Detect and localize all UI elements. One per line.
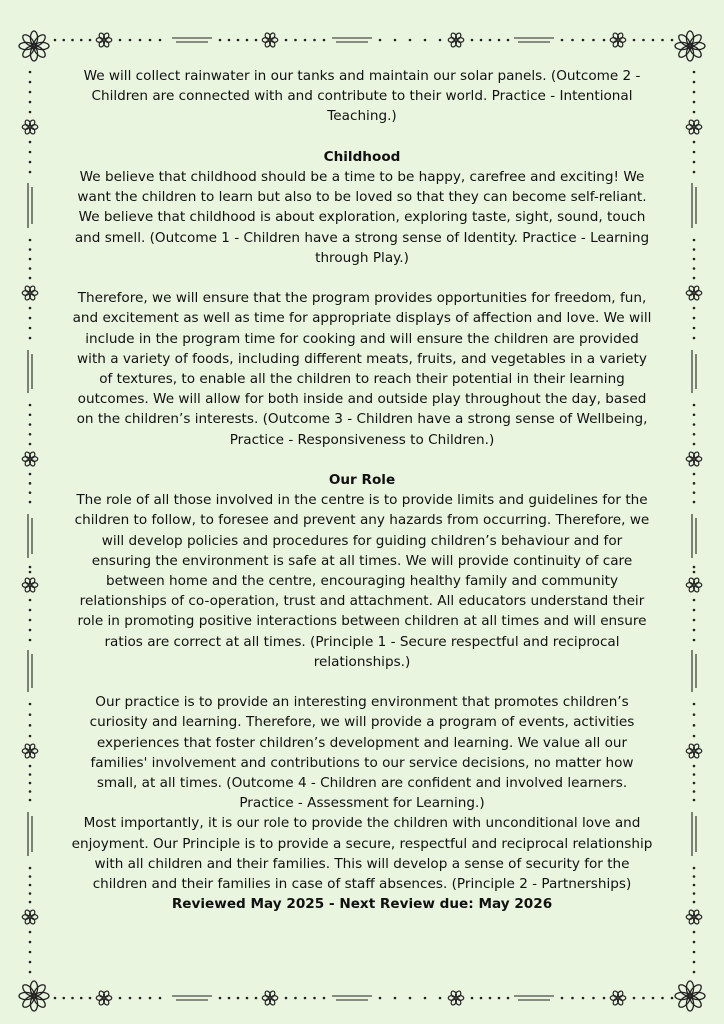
dot-icon	[480, 39, 483, 42]
dot-icon	[159, 997, 162, 1000]
dot-icon	[29, 790, 32, 793]
dot-icon	[29, 501, 32, 504]
dot-icon	[29, 404, 32, 407]
flower-icon	[686, 119, 702, 135]
dot-icon	[693, 248, 696, 251]
dot-icon	[246, 39, 249, 42]
dot-icon	[471, 39, 474, 42]
dot-icon	[693, 501, 696, 504]
dot-icon	[29, 875, 32, 878]
our-role-paragraph-3: Most importantly, it is our role to provide the children with unconditional love and enjoyment. Our Principle is to provide a secure, respectful and reciprocal relationship with all children and their families. This will develop a sense of security for the children and their families in case of staff absences. (Principle 2 - Partnerships)	[71, 815, 653, 893]
dot-icon	[693, 619, 696, 622]
dot-icon	[285, 997, 288, 1000]
childhood-heading: Childhood	[323, 148, 401, 165]
dot-icon	[693, 735, 696, 738]
dot-icon	[379, 997, 382, 1000]
dot-icon	[29, 141, 32, 144]
dot-icon	[29, 867, 32, 870]
dot-icon	[439, 39, 442, 42]
dot-icon	[129, 39, 132, 42]
dot-icon	[29, 248, 32, 251]
dot-icon	[323, 39, 326, 42]
dot-icon	[29, 413, 32, 416]
dot-icon	[693, 473, 696, 476]
flower-icon	[610, 990, 626, 1006]
dot-icon	[29, 81, 32, 84]
dot-icon	[592, 997, 595, 1000]
dot-icon	[29, 307, 32, 310]
dot-icon	[571, 39, 574, 42]
dot-icon	[582, 39, 585, 42]
dot-icon	[693, 724, 696, 727]
dot-icon	[489, 39, 492, 42]
dot-icon	[237, 39, 240, 42]
dot-icon	[255, 39, 258, 42]
flower-icon	[22, 285, 38, 301]
dot-icon	[29, 171, 32, 174]
dot-icon	[29, 773, 32, 776]
dot-icon	[29, 317, 32, 320]
dot-icon	[693, 884, 696, 887]
dot-icon	[237, 997, 240, 1000]
dot-icon	[29, 327, 32, 330]
our-role-paragraph-1: The role of all those involved in the centre is to provide limits and guidelines for the children to follow, to foresee and prevent any hazards from occurring. Therefore, we will develop policies and procedures for guiding children’s behaviour and for ensuring the environment is safe at all times. We will provide continuity of care between home and the centre, encouraging healthy family and community relationships of co-operation, trust and attachment. All educators understand their role in promoting positive interactions between children at all times and will ensure ratios are correct at all times. (Principle 1 - Secure respectful and reciprocal relationships.)	[74, 492, 650, 670]
dot-icon	[693, 773, 696, 776]
dot-icon	[394, 39, 397, 42]
dot-icon	[80, 997, 83, 1000]
dot-icon	[661, 997, 664, 1000]
dot-icon	[29, 91, 32, 94]
dot-icon	[80, 39, 83, 42]
flower-icon	[448, 32, 464, 48]
our-role-paragraph-2: Our practice is to provide an interesting environment that promotes children’s curiosity and learning. Therefore, we will provide a program of events, activities experiences that foster children’s development and learning. We value all our families' involvement and contributions to our service decisions, no matter how small, at all times. (Outcome 4 - Children are confident and involved learners. Practice - Assessment for Learning.)	[89, 694, 635, 812]
dot-icon	[592, 39, 595, 42]
dot-icon	[313, 997, 316, 1000]
dot-icon	[693, 941, 696, 944]
dot-icon	[693, 404, 696, 407]
dot-icon	[671, 39, 674, 42]
dot-icon	[29, 951, 32, 954]
dot-icon	[294, 39, 297, 42]
flower-icon	[686, 743, 702, 759]
dot-icon	[693, 239, 696, 242]
dot-icon	[498, 39, 501, 42]
dot-icon	[29, 101, 32, 104]
dot-icon	[693, 790, 696, 793]
dot-icon	[228, 997, 231, 1000]
dot-icon	[693, 782, 696, 785]
dot-icon	[693, 337, 696, 340]
dot-icon	[489, 997, 492, 1000]
dot-icon	[693, 423, 696, 426]
dot-icon	[29, 443, 32, 446]
dot-icon	[29, 423, 32, 426]
flower-icon	[262, 990, 278, 1006]
dot-icon	[285, 39, 288, 42]
dot-icon	[693, 327, 696, 330]
dot-icon	[89, 39, 92, 42]
flower-icon	[448, 990, 464, 1006]
dot-icon	[693, 443, 696, 446]
dot-icon	[139, 39, 142, 42]
dot-icon	[642, 997, 645, 1000]
dot-icon	[507, 39, 510, 42]
dot-icon	[642, 39, 645, 42]
dot-icon	[671, 997, 674, 1000]
dot-icon	[29, 151, 32, 154]
flower-icon	[96, 32, 112, 48]
dot-icon	[633, 39, 636, 42]
dot-icon	[693, 71, 696, 74]
review-dates: Reviewed May 2025 - Next Review due: May 2026	[171, 896, 553, 913]
dot-icon	[603, 39, 606, 42]
dot-icon	[439, 997, 442, 1000]
dot-icon	[29, 961, 32, 964]
dot-icon	[29, 901, 32, 904]
dot-icon	[29, 571, 32, 574]
dot-icon	[693, 867, 696, 870]
dot-icon	[29, 566, 32, 569]
dot-icon	[693, 639, 696, 642]
dot-icon	[29, 71, 32, 74]
flower-icon	[686, 285, 702, 301]
dot-icon	[693, 111, 696, 114]
dot-icon	[62, 39, 65, 42]
dot-icon	[693, 151, 696, 154]
dot-icon	[29, 703, 32, 706]
dot-icon	[119, 997, 122, 1000]
dot-icon	[561, 997, 564, 1000]
dot-icon	[255, 997, 258, 1000]
dot-icon	[507, 997, 510, 1000]
flower-icon	[22, 577, 38, 593]
dot-icon	[313, 39, 316, 42]
dot-icon	[29, 277, 32, 280]
dot-icon	[29, 239, 32, 242]
dot-icon	[498, 997, 501, 1000]
flower-icon	[675, 31, 705, 61]
dot-icon	[693, 258, 696, 261]
dot-icon	[693, 267, 696, 270]
dot-icon	[29, 482, 32, 485]
dot-icon	[693, 799, 696, 802]
document-body	[70, 66, 654, 914]
dot-icon	[29, 713, 32, 716]
dot-icon	[304, 997, 307, 1000]
dot-icon	[424, 39, 427, 42]
dot-icon	[54, 997, 57, 1000]
dot-icon	[693, 413, 696, 416]
dot-icon	[693, 571, 696, 574]
dot-icon	[693, 875, 696, 878]
dot-icon	[29, 609, 32, 612]
dot-icon	[71, 39, 74, 42]
dot-icon	[652, 997, 655, 1000]
dot-icon	[29, 765, 32, 768]
dot-icon	[29, 892, 32, 895]
dot-icon	[89, 997, 92, 1000]
dot-icon	[693, 901, 696, 904]
dot-icon	[159, 39, 162, 42]
dot-icon	[571, 997, 574, 1000]
intro-paragraph: We will collect rainwater in our tanks and maintain our solar panels. (Outcome 2 - Children are connected with and contribute to their world. Practice - Intentional Teaching.)	[83, 68, 641, 125]
dot-icon	[29, 433, 32, 436]
flower-icon	[19, 31, 49, 61]
dot-icon	[149, 997, 152, 1000]
dot-icon	[29, 599, 32, 602]
childhood-paragraph-2: Therefore, we will ensure that the program provides opportunities for freedom, fun, and excitement as well as time for appropriate displays of affection and love. We will include in the program time for cooking and will ensure the children are provided with a variety of foods, including different meats, fruits, and vegetables in a variety of textures, to enable all the children to reach their potential in their learning outcomes. We will allow for both inside and outside play throughout the day, based on the children’s interests. (Outcome 3 - Children have a strong sense of Wellbeing, Practice - Responsiveness to Children.)	[72, 290, 652, 448]
dot-icon	[693, 971, 696, 974]
dot-icon	[29, 619, 32, 622]
dot-icon	[693, 161, 696, 164]
dot-icon	[29, 884, 32, 887]
dot-icon	[693, 307, 696, 310]
dot-icon	[603, 997, 606, 1000]
dot-icon	[29, 782, 32, 785]
dot-icon	[29, 724, 32, 727]
flower-icon	[686, 909, 702, 925]
dot-icon	[29, 161, 32, 164]
dot-icon	[693, 491, 696, 494]
flower-icon	[22, 909, 38, 925]
dot-icon	[652, 39, 655, 42]
dot-icon	[379, 39, 382, 42]
dot-icon	[29, 629, 32, 632]
dot-icon	[54, 39, 57, 42]
dot-icon	[323, 997, 326, 1000]
flower-icon	[675, 981, 705, 1011]
dot-icon	[29, 111, 32, 114]
dot-icon	[246, 997, 249, 1000]
dot-icon	[582, 997, 585, 1000]
dot-icon	[29, 941, 32, 944]
dot-icon	[62, 997, 65, 1000]
dot-icon	[29, 258, 32, 261]
childhood-paragraph-1: We believe that childhood should be a time to be happy, carefree and exciting! We want the children to learn but also to be loved so that they can become self-reliant. We believe that childhood is about exploration, exploring taste, sight, sound, touch and smell. (Outcome 1 - Children have a strong sense of Identity. Practice - Learning through Play.)	[74, 169, 650, 266]
dot-icon	[693, 703, 696, 706]
dot-icon	[424, 997, 427, 1000]
dot-icon	[394, 997, 397, 1000]
dot-icon	[29, 639, 32, 642]
dot-icon	[29, 735, 32, 738]
our-role-heading: Our Role	[328, 472, 396, 489]
dot-icon	[71, 997, 74, 1000]
flower-icon	[22, 451, 38, 467]
dot-icon	[119, 39, 122, 42]
dot-icon	[29, 337, 32, 340]
dot-icon	[693, 931, 696, 934]
dot-icon	[693, 101, 696, 104]
dot-icon	[693, 599, 696, 602]
flower-icon	[96, 990, 112, 1006]
dot-icon	[294, 997, 297, 1000]
dot-icon	[29, 799, 32, 802]
flower-icon	[22, 119, 38, 135]
dot-icon	[480, 997, 483, 1000]
dot-icon	[693, 629, 696, 632]
dot-icon	[693, 765, 696, 768]
dot-icon	[693, 566, 696, 569]
flower-icon	[262, 32, 278, 48]
dot-icon	[693, 482, 696, 485]
dot-icon	[561, 39, 564, 42]
dot-icon	[693, 951, 696, 954]
flower-icon	[610, 32, 626, 48]
dot-icon	[633, 997, 636, 1000]
dot-icon	[471, 997, 474, 1000]
dot-icon	[304, 39, 307, 42]
flower-icon	[686, 577, 702, 593]
dot-icon	[29, 491, 32, 494]
dot-icon	[693, 141, 696, 144]
dot-icon	[219, 997, 222, 1000]
dot-icon	[693, 713, 696, 716]
flower-icon	[686, 451, 702, 467]
flower-icon	[19, 981, 49, 1011]
dot-icon	[149, 39, 152, 42]
dot-icon	[29, 931, 32, 934]
dot-icon	[693, 961, 696, 964]
dot-icon	[693, 892, 696, 895]
dot-icon	[693, 91, 696, 94]
dot-icon	[228, 39, 231, 42]
dot-icon	[129, 997, 132, 1000]
dot-icon	[693, 317, 696, 320]
dot-icon	[139, 997, 142, 1000]
dot-icon	[219, 39, 222, 42]
dot-icon	[693, 277, 696, 280]
dot-icon	[409, 997, 412, 1000]
dot-icon	[693, 81, 696, 84]
dot-icon	[693, 609, 696, 612]
dot-icon	[409, 39, 412, 42]
dot-icon	[693, 433, 696, 436]
dot-icon	[29, 971, 32, 974]
dot-icon	[693, 171, 696, 174]
dot-icon	[661, 39, 664, 42]
flower-icon	[22, 743, 38, 759]
dot-icon	[29, 473, 32, 476]
dot-icon	[29, 267, 32, 270]
